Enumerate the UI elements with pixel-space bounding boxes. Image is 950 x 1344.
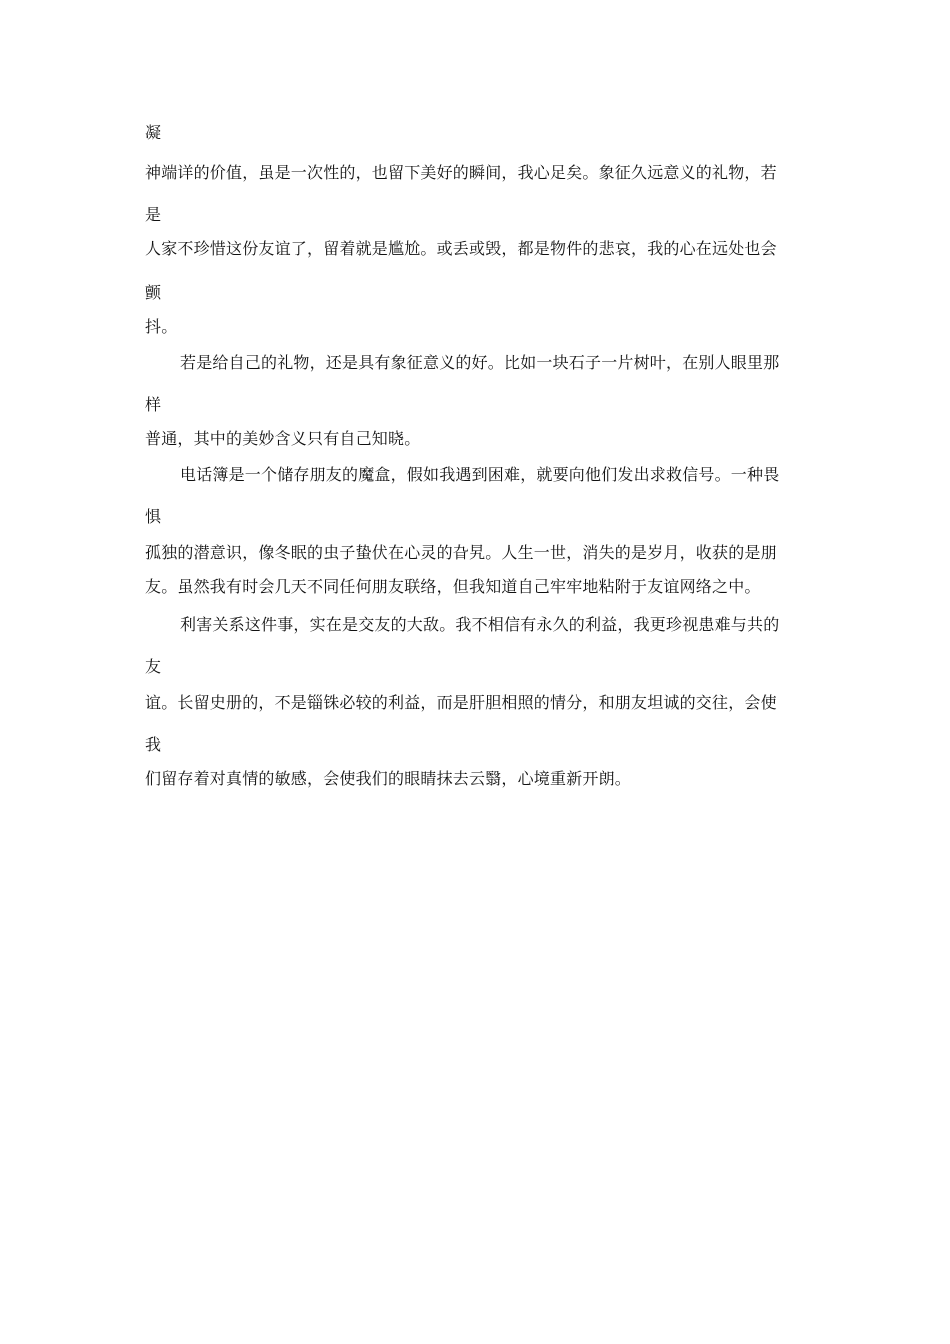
paragraph-start-line: 电话簿是一个储存朋友的魔盒，假如我遇到困难，就要向他们发出求救信号。一种畏 xyxy=(180,465,780,484)
text-line: 颤 xyxy=(145,283,162,302)
paragraph-start-line: 若是给自己的礼物，还是具有象征意义的好。比如一块石子一片树叶，在别人眼里那 xyxy=(180,353,780,372)
text-line: 谊。长留史册的，不是锱铢必较的利益，而是肝胆相照的情分，和朋友坦诚的交往，会使 xyxy=(145,693,777,712)
text-line: 惧 xyxy=(145,507,162,526)
text-line: 凝 xyxy=(145,123,162,142)
text-line: 是 xyxy=(145,205,162,224)
text-line: 神端详的价值，虽是一次性的，也留下美好的瞬间，我心足矣。象征久远意义的礼物，若 xyxy=(145,163,777,182)
paragraph-start-line: 利害关系这件事，实在是交友的大敌。我不相信有永久的利益，我更珍视患难与共的 xyxy=(180,615,780,634)
text-line: 们留存着对真情的敏感，会使我们的眼睛抹去云翳，心境重新开朗。 xyxy=(145,769,632,788)
text-line: 友。虽然我有时会几天不同任何朋友联络，但我知道自己牢牢地粘附于友谊网络之中。 xyxy=(145,577,761,596)
text-line: 人家不珍惜这份友谊了，留着就是尴尬。或丢或毁，都是物件的悲哀，我的心在远处也会 xyxy=(145,239,777,258)
text-line: 友 xyxy=(145,657,162,676)
text-line: 抖。 xyxy=(145,317,178,336)
text-line: 孤独的潜意识，像冬眠的虫子蛰伏在心灵的旮旯。人生一世，消失的是岁月，收获的是朋 xyxy=(145,543,777,562)
text-line: 我 xyxy=(145,735,162,754)
text-line: 普通，其中的美妙含义只有自己知晓。 xyxy=(145,429,421,448)
text-line: 样 xyxy=(145,395,162,414)
